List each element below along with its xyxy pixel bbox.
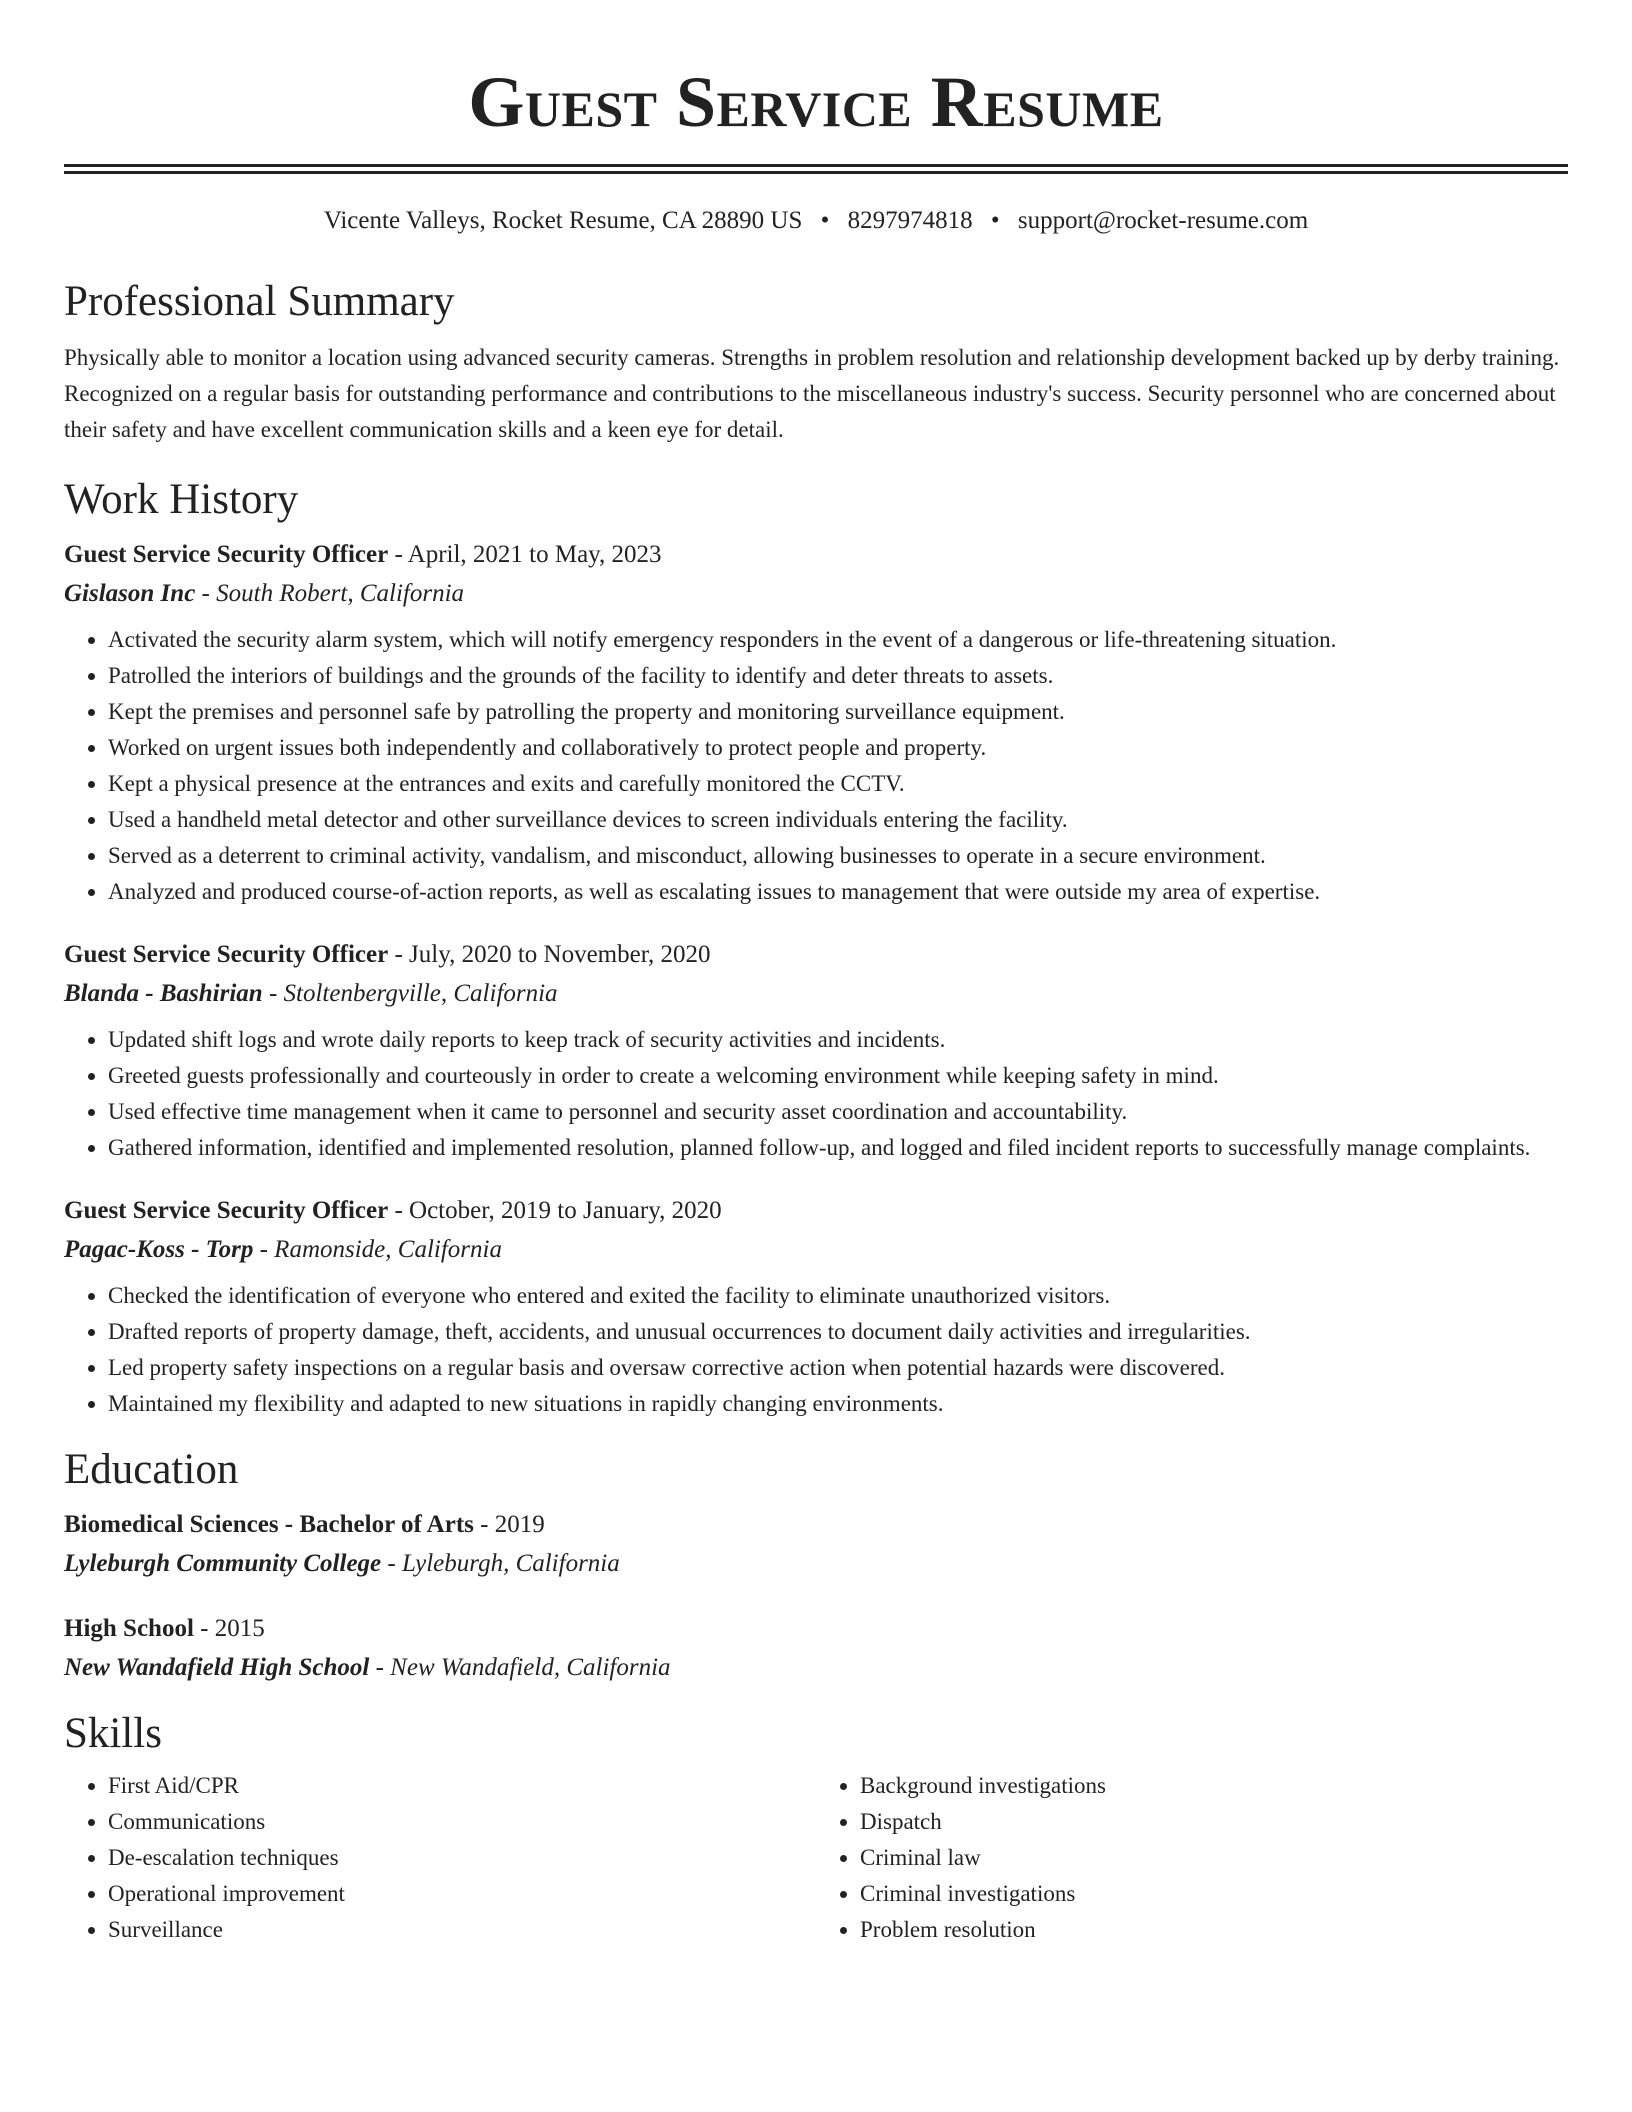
education-location: - New Wandafield, California bbox=[369, 1654, 671, 1681]
job-bullet: • Updated shift logs and wrote daily reports to keep track of security activities and incidents. bbox=[108, 1022, 1568, 1058]
job-bullet: • Checked the identification of everyone who entered and exited the facility to eliminate unauthorized visitors. bbox=[108, 1278, 1568, 1314]
job-bullet: • Led property safety inspections on a regular basis and oversaw corrective action when potential hazards were discovered. bbox=[108, 1350, 1568, 1386]
job-title: Guest Service Security Officer bbox=[64, 1197, 389, 1224]
skill-item: • Criminal investigations bbox=[860, 1876, 1568, 1912]
job-title: Guest Service Security Officer bbox=[64, 941, 389, 968]
job-location: - South Robert, California bbox=[195, 580, 465, 607]
education-school-line bbox=[64, 1544, 1568, 1584]
contact-separator: • bbox=[990, 207, 1000, 234]
work-history-heading: Work History bbox=[64, 476, 299, 523]
title-double-rule bbox=[64, 164, 1568, 174]
job-company-line bbox=[64, 974, 1568, 1014]
contact-line bbox=[64, 204, 1568, 238]
job-entry bbox=[64, 936, 1568, 1166]
education-degree-line bbox=[64, 1506, 1568, 1544]
job-company: Pagac-Koss - Torp bbox=[64, 1236, 254, 1263]
job-company: Gislason Inc bbox=[64, 580, 196, 607]
skill-item: • Surveillance bbox=[108, 1912, 816, 1948]
job-location: - Ramonside, California bbox=[253, 1236, 502, 1263]
job-bullet: • Activated the security alarm system, which will notify emergency responders in the event of a dangerous or life-threatening situation. bbox=[108, 622, 1568, 658]
summary-heading: Professional Summary bbox=[64, 278, 455, 325]
job-bullets bbox=[64, 622, 1568, 910]
job-company-line bbox=[64, 574, 1568, 614]
summary-text: Physically able to monitor a location using advanced security cameras. Strengths in problem resolution and relationship development backed up by derby training. Recognized on a regular basis for outstanding performance and contributions to the miscellaneous industry's success. Security personnel who are concerned about their safety and have excellent communication skills and a keen eye for detail. bbox=[64, 345, 1560, 442]
job-bullet: • Gathered information, identified and implemented resolution, planned follow-up, and logged and filed incident reports to successfully manage complaints. bbox=[108, 1130, 1568, 1166]
skill-item: • Background investigations bbox=[860, 1768, 1568, 1804]
job-bullet: • Used a handheld metal detector and other surveillance devices to screen individuals entering the facility. bbox=[108, 802, 1568, 838]
job-bullet: • Worked on urgent issues both independently and collaboratively to protect people and property. bbox=[108, 730, 1568, 766]
job-company: Blanda - Bashirian bbox=[64, 980, 263, 1007]
job-dates: - July, 2020 to November, 2020 bbox=[388, 941, 711, 968]
job-bullet: • Served as a deterrent to criminal activity, vandalism, and misconduct, allowing businesses to operate in a secure environment. bbox=[108, 838, 1568, 874]
job-bullet: • Drafted reports of property damage, theft, accidents, and unusual occurrences to document daily activities and irregularities. bbox=[108, 1314, 1568, 1350]
job-dates: - April, 2021 to May, 2023 bbox=[388, 541, 662, 568]
job-bullet: • Used effective time management when it came to personnel and security asset coordination and accountability. bbox=[108, 1094, 1568, 1130]
skills-list-left bbox=[64, 1768, 816, 1948]
education-degree: High School bbox=[64, 1615, 194, 1642]
education-entry bbox=[64, 1506, 1568, 1584]
job-title-line bbox=[64, 536, 1568, 574]
job-dates: - October, 2019 to January, 2020 bbox=[388, 1197, 722, 1224]
education-location: - Lyleburgh, California bbox=[381, 1550, 620, 1577]
job-company-line bbox=[64, 1230, 1568, 1270]
contact-email: support@rocket-resume.com bbox=[1017, 207, 1309, 234]
skill-item: • De-escalation techniques bbox=[108, 1840, 816, 1876]
skills-heading: Skills bbox=[64, 1710, 162, 1757]
job-bullets bbox=[64, 1278, 1568, 1422]
job-bullets bbox=[64, 1022, 1568, 1166]
job-bullet: • Kept a physical presence at the entrances and exits and carefully monitored the CCTV. bbox=[108, 766, 1568, 802]
job-entry bbox=[64, 536, 1568, 910]
job-location: - Stoltenbergville, California bbox=[262, 980, 558, 1007]
skill-item: • Dispatch bbox=[860, 1804, 1568, 1840]
skill-item: • First Aid/CPR bbox=[108, 1768, 816, 1804]
contact-address: Vicente Valleys, Rocket Resume, CA 28890 US bbox=[323, 207, 803, 234]
skill-item: • Communications bbox=[108, 1804, 816, 1840]
skill-item: • Problem resolution bbox=[860, 1912, 1568, 1948]
education-year: - 2019 bbox=[473, 1511, 545, 1538]
education-degree-line bbox=[64, 1610, 1568, 1648]
job-bullet: • Kept the premises and personnel safe by patrolling the property and monitoring surveillance equipment. bbox=[108, 694, 1568, 730]
job-title: Guest Service Security Officer bbox=[64, 541, 389, 568]
contact-phone: 8297974818 bbox=[847, 207, 973, 234]
education-degree: Biomedical Sciences - Bachelor of Arts bbox=[64, 1511, 474, 1538]
job-title-line bbox=[64, 1192, 1568, 1230]
job-title-line bbox=[64, 936, 1568, 974]
job-bullet: • Analyzed and produced course-of-action reports, as well as escalating issues to management that were outside my area of expertise. bbox=[108, 874, 1568, 910]
education-school: Lyleburgh Community College bbox=[64, 1550, 382, 1577]
education-entry bbox=[64, 1610, 1568, 1688]
skills-list-right bbox=[816, 1768, 1568, 1948]
skills-columns bbox=[64, 1768, 1568, 1948]
education-heading: Education bbox=[64, 1446, 239, 1493]
skill-item: • Criminal law bbox=[860, 1840, 1568, 1876]
education-school-line bbox=[64, 1648, 1568, 1688]
job-bullet: • Greeted guests professionally and courteously in order to create a welcoming environment while keeping safety in mind. bbox=[108, 1058, 1568, 1094]
job-bullet: • Patrolled the interiors of buildings and the grounds of the facility to identify and deter threats to assets. bbox=[108, 658, 1568, 694]
education-school: New Wandafield High School bbox=[64, 1654, 370, 1681]
job-bullet: • Maintained my flexibility and adapted to new situations in rapidly changing environments. bbox=[108, 1386, 1568, 1422]
job-entry bbox=[64, 1192, 1568, 1422]
resume-title: Guest Service Resume bbox=[468, 62, 1164, 142]
contact-separator: • bbox=[820, 207, 830, 234]
education-year: - 2015 bbox=[193, 1615, 265, 1642]
skill-item: • Operational improvement bbox=[108, 1876, 816, 1912]
